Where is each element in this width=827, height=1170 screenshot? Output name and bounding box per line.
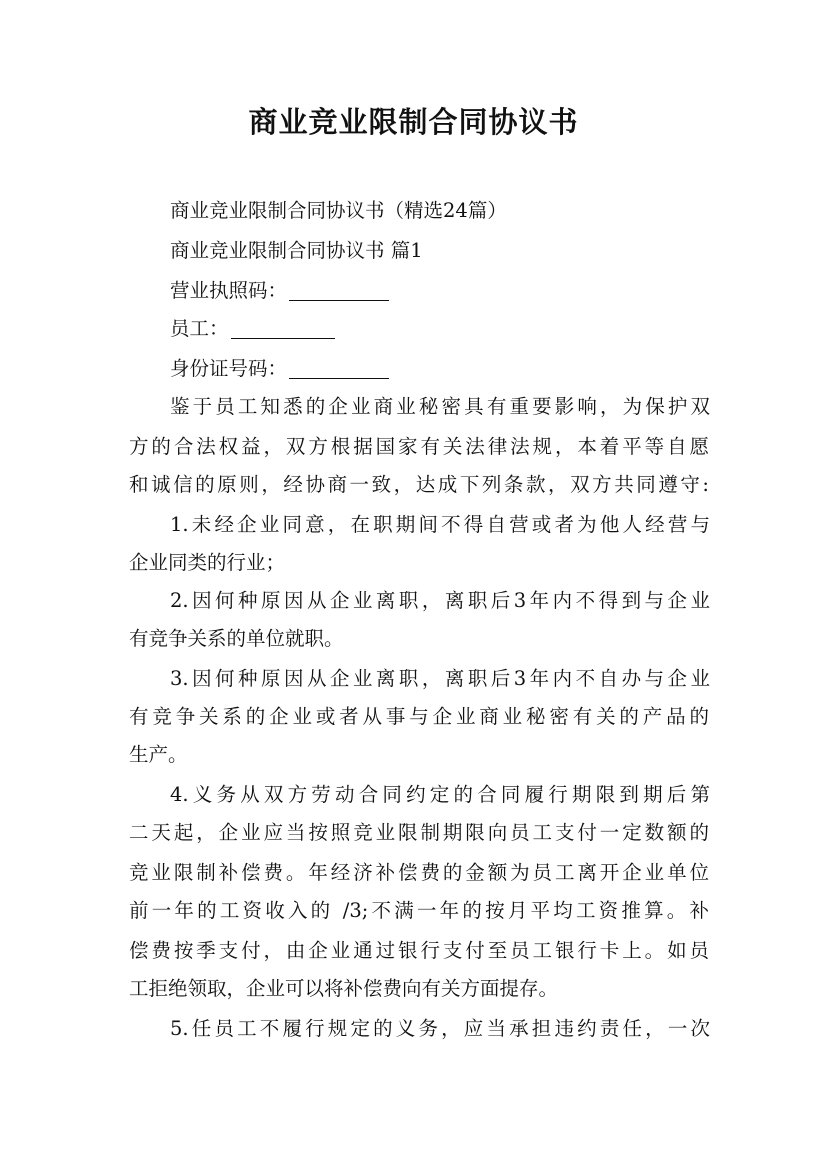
body-line: 偿费按季支付，由企业通过银行支付至员工银行卡上。如员 [129, 939, 709, 962]
document-subtitle: 商业竞业限制合同协议书（精选24篇） [170, 199, 507, 222]
body-line: 有竞争关系的单位就职。 [129, 627, 344, 650]
body-line: 5.任员工不履行规定的义务，应当承担违约责任，一次 [170, 1017, 710, 1040]
body-line: 2.因何种原因从企业离职，离职后3年内不得到与企业 [170, 589, 710, 612]
body-line: 生产。 [129, 743, 188, 766]
body-line: 鉴于员工知悉的企业商业秘密具有重要影响，为保护双 [170, 395, 710, 418]
body-line: 前一年的工资收入的 /3;不满一年的按月平均工资推算。补 [129, 899, 709, 922]
section-heading: 商业竞业限制合同协议书 篇1 [170, 239, 423, 262]
document-title: 商业竞业限制合同协议书 [248, 105, 579, 139]
blank-line [289, 356, 389, 379]
field-label: 营业执照码： [170, 279, 288, 302]
body-line: 有竞争关系的企业或者从事与企业商业秘密有关的产品的 [129, 705, 709, 728]
body-line: 工拒绝领取，企业可以将补偿费向有关方面提存。 [129, 977, 559, 1000]
field-label: 身份证号码： [170, 357, 288, 380]
blank-line [231, 316, 335, 339]
body-line: 方的合法权益，双方根据国家有关法律法规，本着平等自愿 [129, 435, 709, 458]
body-line: 竞业限制补偿费。年经济补偿费的金额为员工离开企业单位 [129, 861, 709, 884]
blank-line [289, 278, 389, 301]
body-line: 3.因何种原因从企业离职，离职后3年内不自办与企业 [170, 667, 710, 690]
body-line: 4.义务从双方劳动合同约定的合同履行期限到期后第 [170, 783, 710, 806]
body-line: 企业同类的行业； [129, 551, 286, 574]
field-id-number [170, 350, 710, 388]
body-line: 二天起，企业应当按照竞业限制期限向员工支付一定数额的 [129, 821, 709, 844]
body-line: 1.未经企业同意，在职期间不得自营或者为他人经营与 [170, 513, 710, 536]
field-business-license [170, 272, 710, 310]
body-line: 和诚信的原则，经协商一致，达成下列条款，双方共同遵守: [129, 473, 709, 496]
field-employee [170, 310, 710, 348]
field-label: 员工： [170, 317, 229, 340]
